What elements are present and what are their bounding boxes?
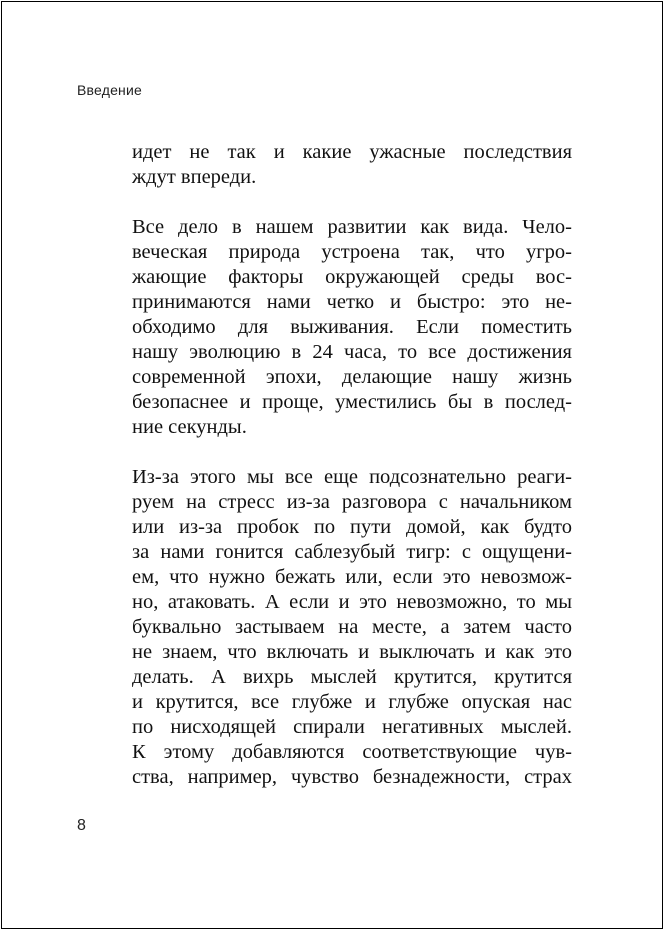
- text-line: К этому добавляются соответствующие чув-: [132, 741, 572, 763]
- text-line: но, атаковать. А если и это невозможно, то мы: [132, 591, 572, 613]
- text-line: делать. А вихрь мыслей крутится, крутится: [132, 666, 572, 688]
- text-line: жающие факторы окружающей среды вос-: [132, 266, 572, 288]
- text-line: Все дело в нашем развитии как вида. Чело-: [132, 216, 572, 238]
- text-line: современной эпохи, делающие нашу жизнь: [132, 366, 572, 388]
- text-line: за нами гонится саблезубый тигр: с ощущени-: [132, 541, 572, 563]
- text-line: буквально застываем на месте, а затем часто: [132, 616, 572, 638]
- text-line: ждут впереди.: [132, 166, 257, 188]
- body-text: [132, 140, 572, 815]
- text-line: Из-за этого мы все еще подсознательно реаги-: [132, 466, 572, 488]
- text-line: нашу эволюцию в 24 часа, то все достижения: [132, 341, 572, 363]
- text-line: обходимо для выживания. Если поместить: [132, 316, 572, 338]
- text-line: безопаснее и проще, уместились бы в послед-: [132, 391, 572, 413]
- text-line: принимаются нами четко и быстро: это не-: [132, 291, 572, 313]
- text-line: по нисходящей спирали негативных мыслей.: [132, 716, 572, 738]
- text-line: ства, например, чувство безнадежности, страх: [132, 766, 572, 788]
- paragraph: [132, 140, 572, 190]
- paragraph: [132, 215, 572, 440]
- text-line: ем, что нужно бежать или, если это невозмож-: [132, 566, 572, 588]
- text-line: ние секунды.: [132, 416, 247, 438]
- paragraph: [132, 465, 572, 790]
- text-line: руем на стресс из-за разговора с начальником: [132, 491, 572, 513]
- book-page: [1, 1, 663, 929]
- text-line: и крутится, все глубже и глубже опуская нас: [132, 691, 572, 713]
- page-number: 8: [77, 817, 86, 834]
- text-line: веческая природа устроена так, что угро-: [132, 241, 572, 263]
- text-line: идет не так и какие ужасные последствия: [132, 141, 572, 163]
- text-line: или из-за пробок по пути домой, как будто: [132, 516, 572, 538]
- running-head: Введение: [77, 82, 142, 98]
- text-line: не знаем, что включать и выключать и как это: [132, 641, 572, 663]
